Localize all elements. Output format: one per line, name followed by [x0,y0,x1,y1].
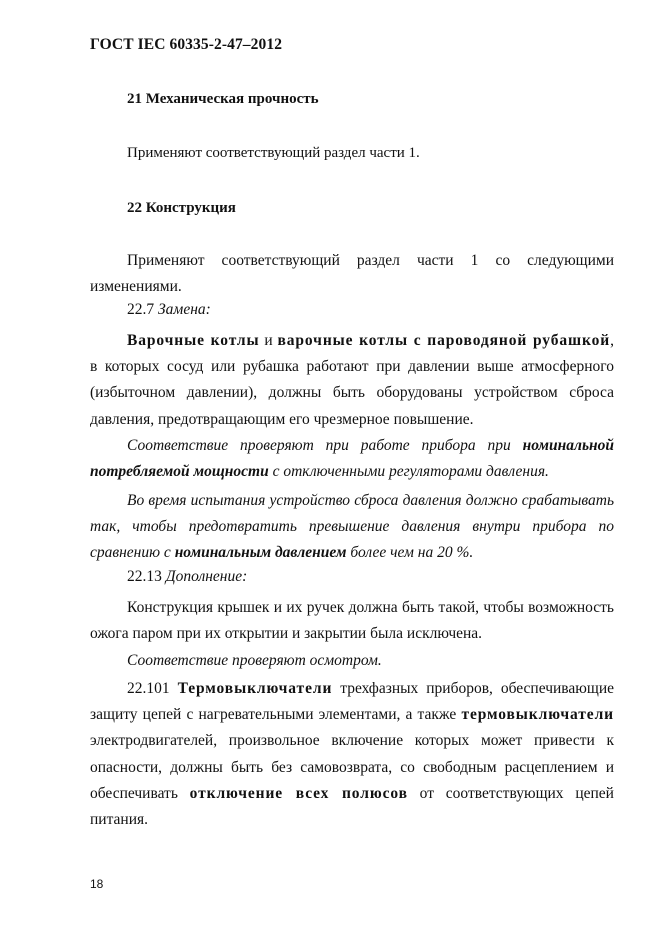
text-fragment: Во время испытания устройство сброса давления должно срабатывать так, чтобы предотвратить превышение давления внутри прибора по сравнению с [90,492,614,562]
term-rated-pressure: номинальным давлением [174,544,347,562]
clause-22-7-paragraph-3 [90,488,614,567]
section-21-text: Применяют соответствующий раздел части 1. [127,145,420,161]
term-jacketed-kettles: варочные котлы с пароводяной рубашкой [277,332,611,349]
clause-22-7-paragraph-2 [90,433,614,485]
document-header: ГОСТ IEC 60335-2-47–2012 [90,36,283,53]
term-all-pole-disconnection: отключение всех полюсов [189,784,408,802]
text-fragment: Соответствие проверяют при работе прибора при [127,437,523,454]
clause-22-101 [90,676,614,833]
text-fragment: электродвигателей, произвольное включение которых может привести к опасности, должны быть без самовозврата, со свободным расцеплением и обеспечивать [90,732,614,802]
clause-22-7-number: 22.7 [127,301,155,318]
clause-22-13-label: Дополнение: [165,568,248,585]
text-fragment: более чем на 20 %. [346,544,474,562]
text-fragment: от соответствующих цепей питания. [90,784,614,829]
clause-22-13-number: 22.13 [127,568,162,585]
text-fragment: трехфазных приборов, обеспечивающие защиту цепей с нагревательными элементами, а также [90,680,614,724]
clause-22-101-number: 22.101 [127,680,170,697]
term-cooking-kettles: Варочные котлы [127,332,260,349]
text-fragment: с отключенными регуляторами давления. [268,463,549,481]
clause-22-7-paragraph-1 [90,328,614,433]
clause-22-13-paragraph-2: Соответствие проверяют осмотром. [127,652,382,669]
term-thermal-cutouts-2: термовыключатели [461,706,614,724]
clause-22-7-heading [127,301,211,319]
page-number: 18 [90,877,104,891]
text-fragment: и [259,332,278,349]
clause-22-13-paragraph-1 [90,595,614,647]
term-rated-power-input: номинальной потребляемой мощности [90,437,614,481]
section-22-intro-text: Применяют соответствующий раздел части 1 со следующими изменениями. [90,252,614,296]
text-fragment: , в которых сосуд или рубашка работают при давлении выше атмосферного (избыточном давлении), должны быть оборудованы устройством сброса давления, предотвращающим его чрезмерное повышение. [90,332,615,428]
term-thermal-cutouts: Термовыключатели [177,680,333,697]
section-22-title: 22 Конструкция [127,200,236,216]
section-21-title: 21 Механическая прочность [127,91,319,107]
clause-22-7-label: Замена: [158,301,211,318]
clause-22-13-heading [127,568,247,586]
section-22-intro [90,248,614,300]
text-fragment: Конструкция крышек и их ручек должна быть такой, чтобы возможность ожога паром при их открытии и закрытии была исключена. [90,599,614,643]
